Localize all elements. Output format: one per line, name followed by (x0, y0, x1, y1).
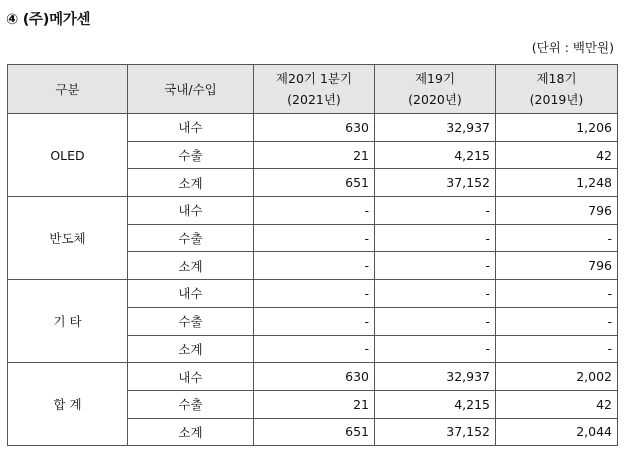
type-cell: 소계 (128, 418, 254, 446)
table-header (8, 65, 618, 114)
value-cell: 21 (254, 390, 375, 418)
value-cell: 32,937 (375, 363, 496, 391)
period-label: 제19기 (414, 71, 456, 86)
header-period-2019 (496, 65, 618, 114)
value-cell: 630 (254, 114, 375, 142)
segment-cell: 기 타 (8, 280, 128, 363)
value-cell: 32,937 (375, 114, 496, 142)
value-cell: 42 (496, 141, 618, 169)
table-body (8, 114, 618, 446)
type-cell: 내수 (128, 114, 254, 142)
value-cell: 2,044 (496, 418, 618, 446)
period-label: 제20기 1분기 (275, 71, 353, 86)
value-cell: - (496, 224, 618, 252)
type-cell: 수출 (128, 307, 254, 335)
unit-label: (단위 : 백만원) (531, 40, 614, 55)
value-cell: 2,002 (496, 363, 618, 391)
value-cell: 42 (496, 390, 618, 418)
value-cell: - (254, 252, 375, 280)
header-segment: 구분 (8, 65, 128, 114)
segment-cell: 반도체 (8, 197, 128, 280)
value-cell: 651 (254, 418, 375, 446)
value-cell: - (375, 252, 496, 280)
segment-cell: 합 계 (8, 363, 128, 446)
header-type: 국내/수입 (128, 65, 254, 114)
value-cell: 21 (254, 141, 375, 169)
header-period-2020 (375, 65, 496, 114)
value-cell: - (375, 280, 496, 308)
type-cell: 내수 (128, 197, 254, 225)
value-cell: - (254, 280, 375, 308)
type-cell: 수출 (128, 224, 254, 252)
table-row (8, 197, 618, 225)
period-year: (2021년) (287, 92, 341, 107)
segment-cell: OLED (8, 114, 128, 197)
value-cell: - (254, 224, 375, 252)
value-cell: - (375, 335, 496, 363)
value-cell: - (496, 307, 618, 335)
value-cell: 37,152 (375, 169, 496, 197)
header-row (8, 65, 618, 114)
type-cell: 수출 (128, 390, 254, 418)
value-cell: - (254, 197, 375, 225)
value-cell: - (254, 335, 375, 363)
table-row (8, 363, 618, 391)
table-row (8, 280, 618, 308)
section-heading: ④ (주)메가센 (6, 12, 91, 28)
value-cell: 37,152 (375, 418, 496, 446)
value-cell: - (375, 224, 496, 252)
header-period-q1-2021 (254, 65, 375, 114)
value-cell: 796 (496, 197, 618, 225)
sales-table (7, 64, 618, 446)
value-cell: - (254, 307, 375, 335)
value-cell: 1,206 (496, 114, 618, 142)
type-cell: 소계 (128, 335, 254, 363)
value-cell: - (375, 307, 496, 335)
value-cell: 796 (496, 252, 618, 280)
value-cell: - (496, 335, 618, 363)
value-cell: 4,215 (375, 141, 496, 169)
type-cell: 소계 (128, 252, 254, 280)
value-cell: 651 (254, 169, 375, 197)
type-cell: 내수 (128, 363, 254, 391)
value-cell: 630 (254, 363, 375, 391)
value-cell: - (375, 197, 496, 225)
value-cell: - (496, 280, 618, 308)
period-label: 제18기 (536, 71, 577, 86)
table-row (8, 114, 618, 142)
value-cell: 1,248 (496, 169, 618, 197)
period-year: (2019년) (529, 92, 584, 107)
type-cell: 내수 (128, 280, 254, 308)
type-cell: 소계 (128, 169, 254, 197)
type-cell: 수출 (128, 141, 254, 169)
period-year: (2020년) (408, 92, 462, 107)
value-cell: 4,215 (375, 390, 496, 418)
